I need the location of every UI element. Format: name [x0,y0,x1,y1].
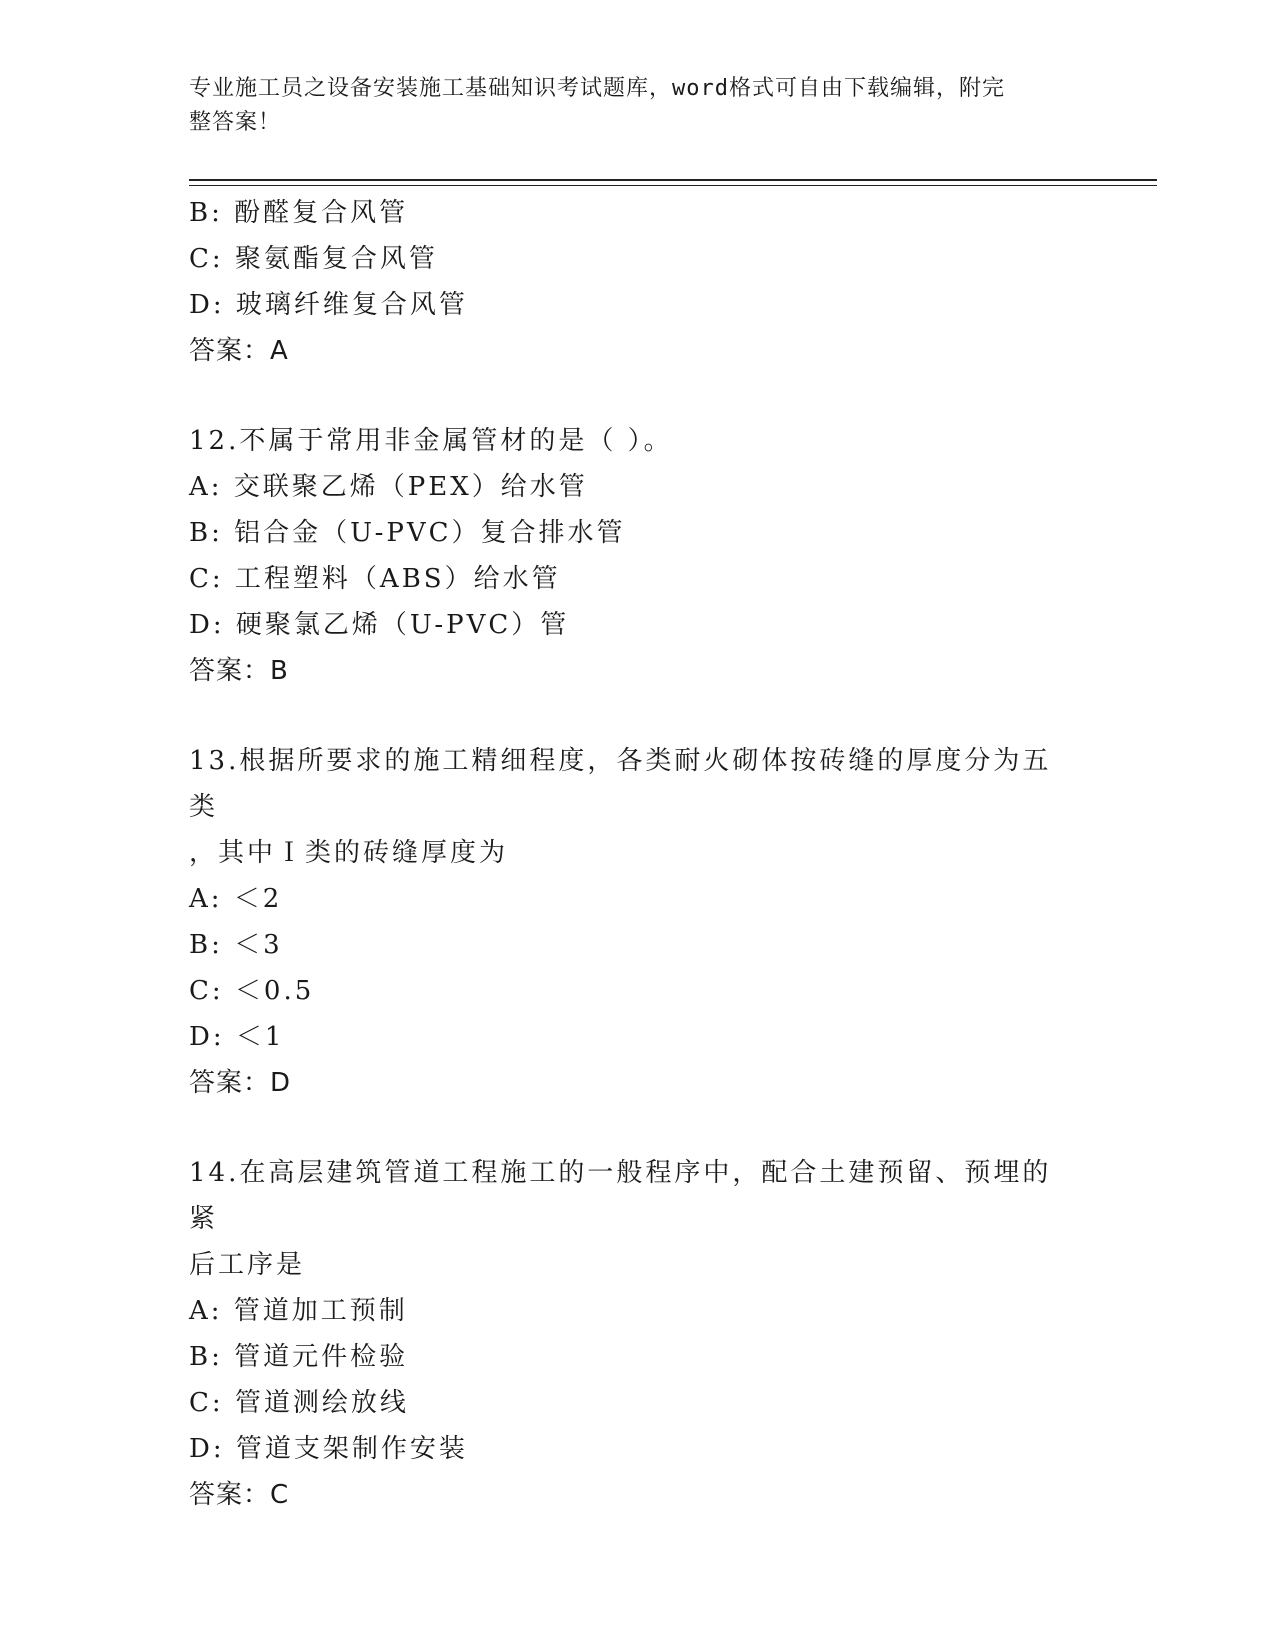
question-stem [189,738,1069,876]
question-11-continued [189,190,1089,374]
question-stem-line: 13.根据所要求的施工精细程度，各类耐火砌体按砖缝的厚度分为五类 [189,746,1052,822]
question-stem-line: ，其中Ｉ类的砖缝厚度为 [189,838,509,868]
question-list [189,190,1089,1518]
header-rule-bottom [189,185,1157,186]
option-d: D: 管道支架制作安装 [189,1434,468,1464]
answer-line: 答案：C [189,1480,290,1510]
option-a: A: 交联聚乙烯（PEX）给水管 [189,472,588,502]
option-b: B: 铝合金（U-PVC）复合排水管 [189,518,626,548]
question-14 [189,1150,1089,1518]
question-stem-line: 12.不属于常用非金属管材的是（ ）。 [189,426,673,456]
option-c: C: 聚氨酯复合风管 [189,244,438,274]
question-stem-line: 后工序是 [189,1250,306,1280]
question-stem [189,1150,1069,1288]
option-a: A: ＜2 [189,884,283,914]
option-d: D: 硬聚氯乙烯（U-PVC）管 [189,610,570,640]
header-line-1: 专业施工员之设备安装施工基础知识考试题库，word格式可自由下载编辑，附完 [189,76,1005,101]
option-a: A: 管道加工预制 [189,1296,408,1326]
option-d: D: ＜1 [189,1022,285,1052]
question-13 [189,738,1089,1106]
question-stem [189,418,1069,464]
answer-line: 答案：A [189,336,289,366]
question-spacer [189,694,1089,738]
answer-line: 答案：D [189,1068,292,1098]
option-c: C: 工程塑料（ABS）给水管 [189,564,561,594]
question-spacer [189,374,1089,418]
header-rule-top [189,179,1157,181]
question-12 [189,418,1089,694]
question-stem-line: 14.在高层建筑管道工程施工的一般程序中，配合土建预留、预埋的紧 [189,1158,1052,1234]
option-b: B: 酚醛复合风管 [189,198,409,228]
option-b: B: 管道元件检验 [189,1342,409,1372]
option-c: C: ＜0.5 [189,976,315,1006]
option-b: B: ＜3 [189,930,283,960]
document-header [189,72,1069,140]
option-c: C: 管道测绘放线 [189,1388,409,1418]
header-line-2: 整答案！ [189,110,282,135]
option-d: D: 玻璃纤维复合风管 [189,290,468,320]
question-spacer [189,1106,1089,1150]
answer-line: 答案：B [189,656,289,686]
